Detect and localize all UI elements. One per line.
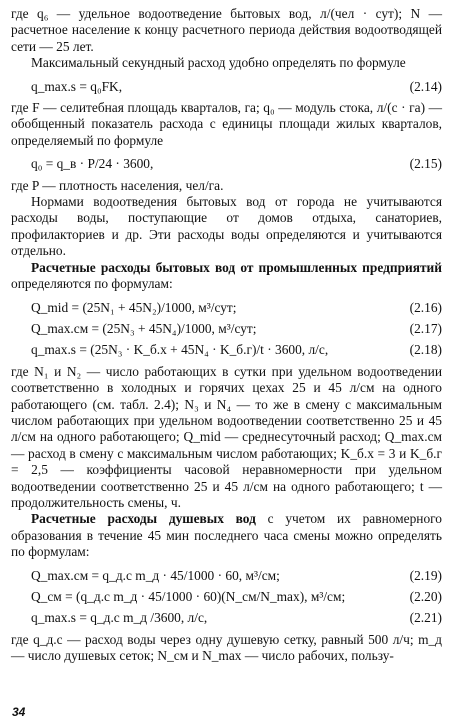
- equation-formula: q₀ = q_в · P/24 · 3600,: [31, 156, 154, 172]
- paragraph-qb-definition: где q₆ — удельное водоотведение бытовых вод, л/(чел · сут); N — расчетное население к концу расчетного периода действия водоотводящей сети — 25 лет.: [11, 6, 442, 54]
- equation-number: (2.16): [409, 299, 442, 315]
- equation-formula: Q_см = (q_д.с m_д · 45/1000 · 60)(N_см/N_max), м³/см;: [31, 589, 346, 604]
- equation-formula: q_max.s = q_д.с m_д /3600, л/с,: [31, 610, 208, 626]
- paragraph-heading-bold: Расчетные расходы душевых вод: [31, 511, 256, 527]
- equation-number: (2.14): [409, 78, 442, 94]
- paragraph-shower-flows: [11, 511, 442, 560]
- equation-2-18: [11, 342, 442, 358]
- equation-formula: Q_max.см = (25N₃ + 45N₄)/1000, м³/сут;: [31, 320, 257, 336]
- equation-2-20: [11, 589, 442, 605]
- equation-2-15: [11, 156, 442, 172]
- equation-formula: q_max.s = (25N₃ · K_б.х + 45N₄ · K_б.г)/t · 3600, л/с,: [31, 342, 329, 358]
- equation-number: (2.17): [409, 320, 442, 336]
- paragraph-max-second-flow: Максимальный секундный расход удобно определять по формуле: [31, 55, 406, 71]
- equation-2-19: [11, 568, 442, 584]
- equation-number: (2.21): [409, 610, 442, 626]
- paragraph-norms: Нормами водоотведения бытовых вод от города не учитываются расходы воды, поступающие от домов отдыха, санаториев, профилакториев и др. Эти расходы воды определяются и учитываются отдельно.: [11, 194, 442, 259]
- paragraph-industrial-flows: [11, 260, 442, 293]
- equation-2-16: [11, 300, 442, 316]
- paragraph-n-definitions: где N₁ и N₂ — число работающих в сутки при удельном водоотведении соответственно в холодных и горячих цехах 25 и 45 л/см на одного работающего (см. табл. 2.4); N₃ и N₄ — то же в смену с максимальным числом работающих при удельном водоотведении соответственно 25 и 45 л/см на одного работающего; Q_mid — среднесуточный расход; Q_max.см — расход в смену с максимальным числом работающих; K_б.х = 3 и K_б.г = 2,5 — коэффициенты часовой неравномерности при удельном водоотведении соответственно 25 и 45 л/см на одного работающего; t — продолжительность смены, ч.: [11, 363, 442, 510]
- equation-2-21: [11, 610, 442, 626]
- equation-formula: Q_mid = (25N₁ + 45N₂)/1000, м³/сут;: [31, 299, 237, 315]
- equation-2-17: [11, 321, 442, 337]
- paragraph-f-definition: где F — селитебная площадь кварталов, га; q₀ — модуль стока, л/(с · га) — обобщенный показатель расхода с единицы площади жилых кварталов, определяемый по формуле: [11, 100, 442, 148]
- equation-number: (2.19): [409, 567, 442, 583]
- equation-2-14: [11, 79, 442, 95]
- paragraph-heading-rest: определяются по формулам:: [11, 276, 173, 292]
- equation-formula: q_max.s = q₀FK,: [31, 78, 123, 94]
- equation-number: (2.20): [409, 589, 442, 604]
- page-number: 34: [12, 704, 26, 719]
- paragraph-heading-rest: с учетом их равномерного образования в течение 45 мин последнего часа смены можно определять по формулам:: [11, 511, 443, 560]
- paragraph-shower-definitions: где q_д.с — расход воды через одну душевую сетку, равный 500 л/ч; m_д — число душевых сеток; N_см и N_max — число рабочих, пользу-: [11, 631, 442, 664]
- equation-formula: Q_max.см = q_д.с m_д · 45/1000 · 60, м³/см;: [31, 567, 280, 583]
- paragraph-p-definition: где P — плотность населения, чел/га.: [11, 177, 224, 193]
- equation-number: (2.18): [409, 342, 442, 358]
- paragraph-heading-bold: Расчетные расходы бытовых вод от промышленных предприятий: [31, 259, 442, 275]
- equation-number: (2.15): [409, 156, 442, 172]
